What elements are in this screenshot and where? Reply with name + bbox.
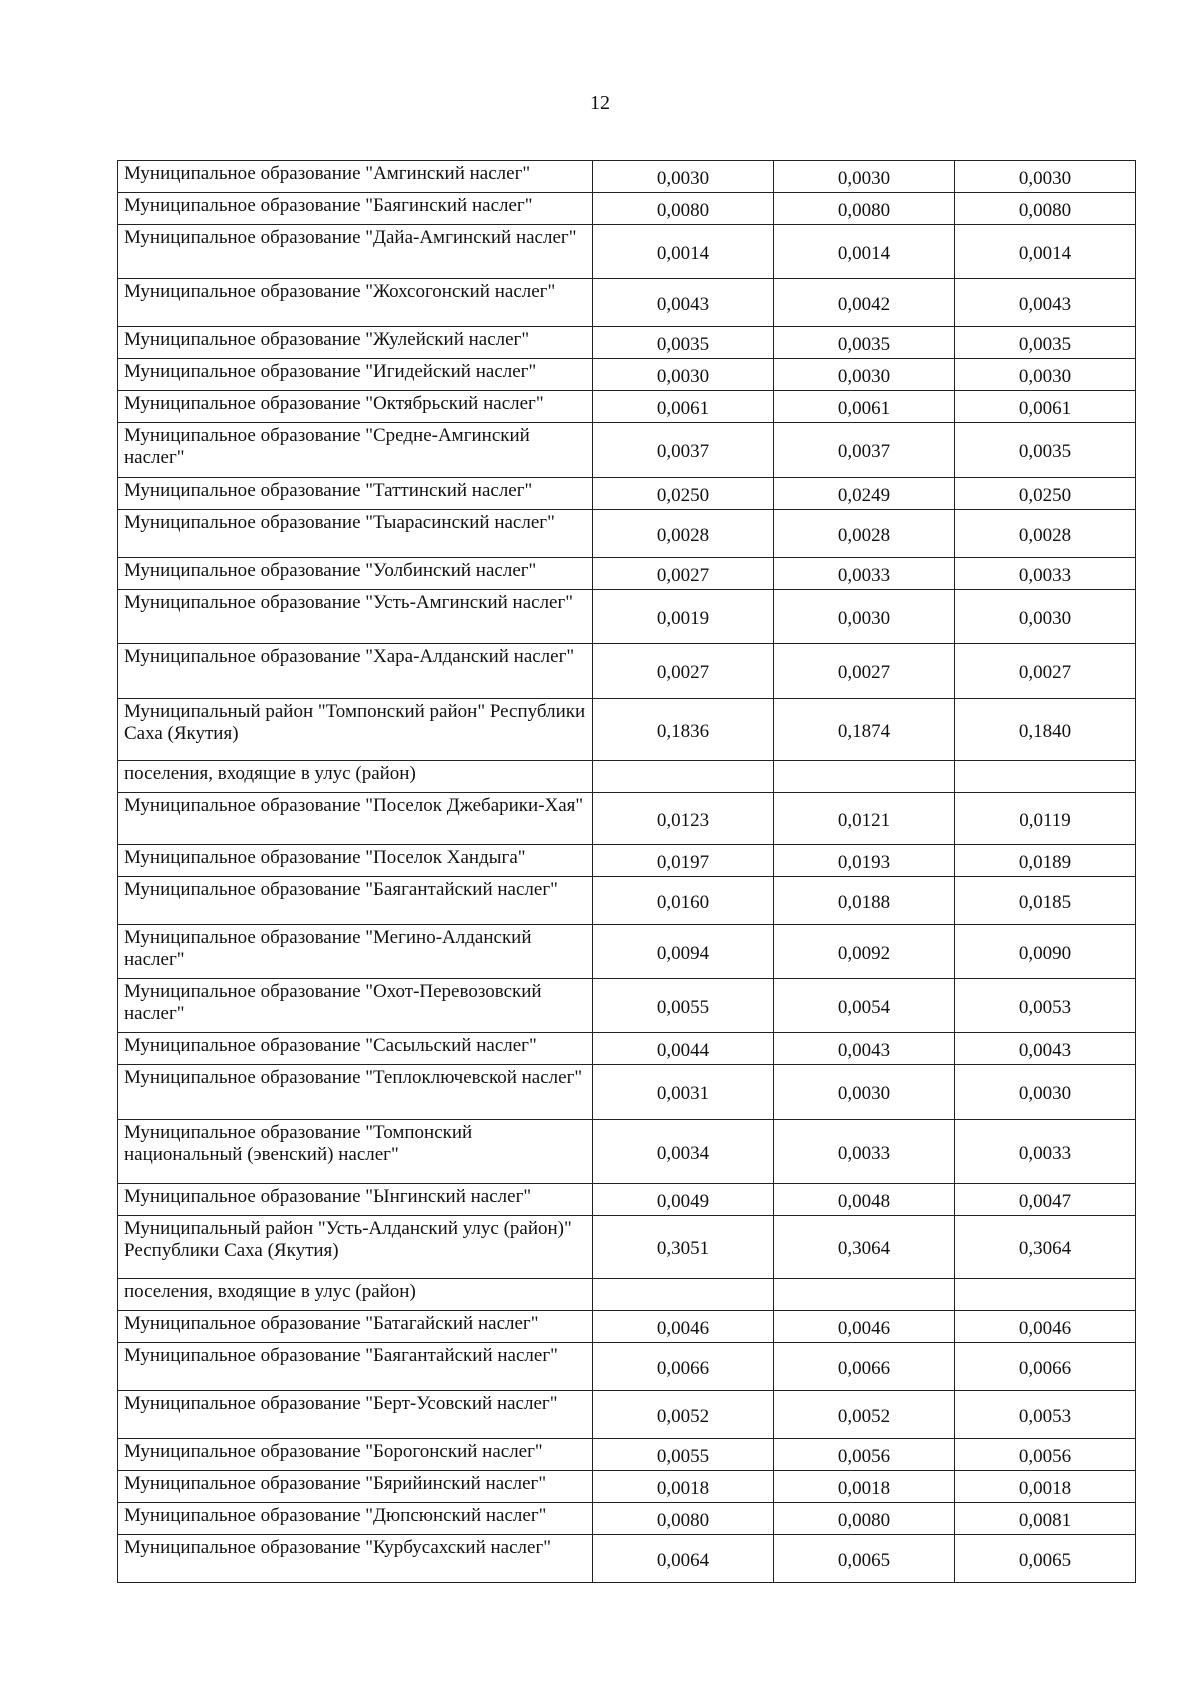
value-cell-1: 0,0080 bbox=[593, 193, 774, 225]
value-cell-2: 0,0188 bbox=[774, 877, 955, 925]
value-cell-1: 0,0064 bbox=[593, 1535, 774, 1583]
row-name-cell: Муниципальное образование "Мегино-Алданский наслег" bbox=[118, 925, 593, 979]
table-row bbox=[118, 1471, 1136, 1503]
value-cell-2: 0,0054 bbox=[774, 979, 955, 1033]
value-cell-1: 0,0043 bbox=[593, 279, 774, 327]
table-row bbox=[118, 1535, 1136, 1583]
value-cell-3: 0,0028 bbox=[955, 510, 1136, 558]
row-name-cell: Муниципальное образование "Поселок Хандыга" bbox=[118, 845, 593, 877]
value-cell-2: 0,0092 bbox=[774, 925, 955, 979]
value-cell-2: 0,0048 bbox=[774, 1184, 955, 1216]
value-cell-2: 0,0030 bbox=[774, 359, 955, 391]
value-cell-1: 0,0080 bbox=[593, 1503, 774, 1535]
row-name-cell: Муниципальное образование "Баягантайский наслег" bbox=[118, 877, 593, 925]
table-row bbox=[118, 845, 1136, 877]
value-cell-2: 0,0033 bbox=[774, 558, 955, 590]
table-row bbox=[118, 1439, 1136, 1471]
value-cell-2: 0,0030 bbox=[774, 1065, 955, 1120]
row-name-cell: поселения, входящие в улус (район) bbox=[118, 761, 593, 793]
value-cell-3: 0,0035 bbox=[955, 327, 1136, 359]
value-cell-3: 0,0080 bbox=[955, 193, 1136, 225]
value-cell-2: 0,0028 bbox=[774, 510, 955, 558]
value-cell-2: 0,0027 bbox=[774, 644, 955, 699]
value-cell-1: 0,0035 bbox=[593, 327, 774, 359]
row-name-cell: Муниципальный район "Усть-Алданский улус (район)" Республики Саха (Якутия) bbox=[118, 1216, 593, 1279]
row-name-cell: Муниципальное образование "Бярийинский наслег" bbox=[118, 1471, 593, 1503]
value-cell-3: 0,0053 bbox=[955, 1391, 1136, 1439]
value-cell-3: 0,0030 bbox=[955, 161, 1136, 193]
value-cell-1: 0,0019 bbox=[593, 590, 774, 644]
row-name-cell: Муниципальное образование "Курбусахский наслег" bbox=[118, 1535, 593, 1583]
value-cell-1: 0,0030 bbox=[593, 359, 774, 391]
table-row bbox=[118, 423, 1136, 478]
value-cell-1: 0,0031 bbox=[593, 1065, 774, 1120]
value-cell-3: 0,0030 bbox=[955, 1065, 1136, 1120]
value-cell-3: 0,0053 bbox=[955, 979, 1136, 1033]
row-name-cell: Муниципальное образование "Таттинский наслег" bbox=[118, 478, 593, 510]
value-cell-1: 0,0028 bbox=[593, 510, 774, 558]
row-name-cell: Муниципальное образование "Ынгинский наслег" bbox=[118, 1184, 593, 1216]
value-cell-2: 0,0037 bbox=[774, 423, 955, 478]
value-cell-1: 0,0055 bbox=[593, 979, 774, 1033]
value-cell-2: 0,0061 bbox=[774, 391, 955, 423]
table-row bbox=[118, 279, 1136, 327]
value-cell-2: 0,0249 bbox=[774, 478, 955, 510]
value-cell-2: 0,0121 bbox=[774, 793, 955, 845]
value-cell-1: 0,0052 bbox=[593, 1391, 774, 1439]
row-name-cell: Муниципальное образование "Сасыльский наслег" bbox=[118, 1033, 593, 1065]
value-cell-1: 0,0018 bbox=[593, 1471, 774, 1503]
row-name-cell: Муниципальное образование "Тыарасинский наслег" bbox=[118, 510, 593, 558]
row-name-cell: Муниципальное образование "Игидейский наслег" bbox=[118, 359, 593, 391]
page-number: 12 bbox=[590, 92, 610, 114]
value-cell-3: 0,0033 bbox=[955, 558, 1136, 590]
value-cell-3: 0,0065 bbox=[955, 1535, 1136, 1583]
row-name-cell: Муниципальное образование "Жохсогонский наслег" bbox=[118, 279, 593, 327]
table-body bbox=[118, 161, 1136, 1583]
table-row bbox=[118, 590, 1136, 644]
row-name-cell: Муниципальное образование "Баягантайский наслег" bbox=[118, 1343, 593, 1391]
value-cell-2: 0,1874 bbox=[774, 699, 955, 761]
row-name-cell: Муниципальное образование "Хара-Алданский наслег" bbox=[118, 644, 593, 699]
value-cell-2: 0,0030 bbox=[774, 161, 955, 193]
table-row bbox=[118, 1216, 1136, 1279]
table-row bbox=[118, 558, 1136, 590]
value-cell-3: 0,0033 bbox=[955, 1120, 1136, 1184]
value-cell-1: 0,0037 bbox=[593, 423, 774, 478]
table-row bbox=[118, 793, 1136, 845]
value-cell-1: 0,0030 bbox=[593, 161, 774, 193]
value-cell-3: 0,0119 bbox=[955, 793, 1136, 845]
table-row bbox=[118, 1343, 1136, 1391]
table-row bbox=[118, 925, 1136, 979]
value-cell-1: 0,3051 bbox=[593, 1216, 774, 1279]
value-cell-1: 0,0197 bbox=[593, 845, 774, 877]
value-cell-3: 0,1840 bbox=[955, 699, 1136, 761]
table-row bbox=[118, 225, 1136, 279]
row-name-cell: Муниципальное образование "Борогонский наслег" bbox=[118, 1439, 593, 1471]
row-name-cell: Муниципальное образование "Амгинский наслег" bbox=[118, 161, 593, 193]
table-row bbox=[118, 478, 1136, 510]
value-cell-3: 0,0061 bbox=[955, 391, 1136, 423]
value-cell-2: 0,0065 bbox=[774, 1535, 955, 1583]
row-name-cell: Муниципальное образование "Уолбинский наслег" bbox=[118, 558, 593, 590]
row-name-cell: Муниципальный район "Томпонский район" Республики Саха (Якутия) bbox=[118, 699, 593, 761]
value-cell-1: 0,1836 bbox=[593, 699, 774, 761]
table-row bbox=[118, 327, 1136, 359]
value-cell-1: 0,0061 bbox=[593, 391, 774, 423]
table-row bbox=[118, 644, 1136, 699]
row-name-cell: Муниципальное образование "Батагайский наслег" bbox=[118, 1311, 593, 1343]
value-cell-1: 0,0055 bbox=[593, 1439, 774, 1471]
value-cell-2: 0,0193 bbox=[774, 845, 955, 877]
value-cell-2: 0,0018 bbox=[774, 1471, 955, 1503]
table-row bbox=[118, 359, 1136, 391]
table-row bbox=[118, 699, 1136, 761]
table-row bbox=[118, 510, 1136, 558]
value-cell-1: 0,0027 bbox=[593, 558, 774, 590]
value-cell-3: 0,0066 bbox=[955, 1343, 1136, 1391]
table-row bbox=[118, 1391, 1136, 1439]
row-name-cell: поселения, входящие в улус (район) bbox=[118, 1279, 593, 1311]
row-name-cell: Муниципальное образование "Усть-Амгинский наслег" bbox=[118, 590, 593, 644]
value-cell-3: 0,0189 bbox=[955, 845, 1136, 877]
table-row bbox=[118, 877, 1136, 925]
table-row bbox=[118, 979, 1136, 1033]
value-cell-3: 0,0018 bbox=[955, 1471, 1136, 1503]
value-cell-2: 0,0033 bbox=[774, 1120, 955, 1184]
row-name-cell: Муниципальное образование "Берт-Усовский наслег" bbox=[118, 1391, 593, 1439]
value-cell-3: 0,0056 bbox=[955, 1439, 1136, 1471]
row-name-cell: Муниципальное образование "Томпонский национальный (эвенский) наслег" bbox=[118, 1120, 593, 1184]
value-cell-2: 0,0066 bbox=[774, 1343, 955, 1391]
value-cell-2: 0,0046 bbox=[774, 1311, 955, 1343]
value-cell-3: 0,0081 bbox=[955, 1503, 1136, 1535]
value-cell-1: 0,0034 bbox=[593, 1120, 774, 1184]
value-cell-3: 0,3064 bbox=[955, 1216, 1136, 1279]
value-cell-1 bbox=[593, 1279, 774, 1311]
table-row bbox=[118, 1120, 1136, 1184]
value-cell-3: 0,0035 bbox=[955, 423, 1136, 478]
value-cell-2 bbox=[774, 761, 955, 793]
value-cell-1: 0,0160 bbox=[593, 877, 774, 925]
value-cell-2: 0,0042 bbox=[774, 279, 955, 327]
row-name-cell: Муниципальное образование "Дайа-Амгинский наслег" bbox=[118, 225, 593, 279]
value-cell-1: 0,0094 bbox=[593, 925, 774, 979]
row-name-cell: Муниципальное образование "Теплоключевской наслег" bbox=[118, 1065, 593, 1120]
row-name-cell: Муниципальное образование "Охот-Перевозовский наслег" bbox=[118, 979, 593, 1033]
value-cell-2: 0,0014 bbox=[774, 225, 955, 279]
table-row bbox=[118, 1184, 1136, 1216]
row-name-cell: Муниципальное образование "Баягинский наслег" bbox=[118, 193, 593, 225]
value-cell-3: 0,0043 bbox=[955, 1033, 1136, 1065]
value-cell-3: 0,0043 bbox=[955, 279, 1136, 327]
table-row bbox=[118, 1279, 1136, 1311]
row-name-cell: Муниципальное образование "Средне-Амгинский наслег" bbox=[118, 423, 593, 478]
row-name-cell: Муниципальное образование "Октябрьский наслег" bbox=[118, 391, 593, 423]
value-cell-3 bbox=[955, 1279, 1136, 1311]
value-cell-3 bbox=[955, 761, 1136, 793]
value-cell-2: 0,0080 bbox=[774, 193, 955, 225]
value-cell-1: 0,0066 bbox=[593, 1343, 774, 1391]
value-cell-1: 0,0044 bbox=[593, 1033, 774, 1065]
table-row bbox=[118, 391, 1136, 423]
value-cell-1: 0,0049 bbox=[593, 1184, 774, 1216]
value-cell-1: 0,0027 bbox=[593, 644, 774, 699]
value-cell-3: 0,0030 bbox=[955, 590, 1136, 644]
value-cell-2: 0,0052 bbox=[774, 1391, 955, 1439]
value-cell-3: 0,0046 bbox=[955, 1311, 1136, 1343]
value-cell-1: 0,0250 bbox=[593, 478, 774, 510]
value-cell-3: 0,0014 bbox=[955, 225, 1136, 279]
row-name-cell: Муниципальное образование "Дюпсюнский наслег" bbox=[118, 1503, 593, 1535]
value-cell-2: 0,0035 bbox=[774, 327, 955, 359]
table-row bbox=[118, 761, 1136, 793]
value-cell-1: 0,0014 bbox=[593, 225, 774, 279]
value-cell-1: 0,0046 bbox=[593, 1311, 774, 1343]
value-cell-2: 0,3064 bbox=[774, 1216, 955, 1279]
value-cell-2: 0,0056 bbox=[774, 1439, 955, 1471]
table-row bbox=[118, 1033, 1136, 1065]
value-cell-3: 0,0185 bbox=[955, 877, 1136, 925]
value-cell-2: 0,0043 bbox=[774, 1033, 955, 1065]
value-cell-2 bbox=[774, 1279, 955, 1311]
value-cell-2: 0,0080 bbox=[774, 1503, 955, 1535]
table-row bbox=[118, 161, 1136, 193]
table-row bbox=[118, 1503, 1136, 1535]
value-cell-3: 0,0027 bbox=[955, 644, 1136, 699]
row-name-cell: Муниципальное образование "Жулейский наслег" bbox=[118, 327, 593, 359]
value-cell-3: 0,0090 bbox=[955, 925, 1136, 979]
value-cell-2: 0,0030 bbox=[774, 590, 955, 644]
value-cell-3: 0,0047 bbox=[955, 1184, 1136, 1216]
table-row bbox=[118, 193, 1136, 225]
row-name-cell: Муниципальное образование "Поселок Джебарики-Хая" bbox=[118, 793, 593, 845]
value-cell-3: 0,0250 bbox=[955, 478, 1136, 510]
table-row bbox=[118, 1065, 1136, 1120]
table-row bbox=[118, 1311, 1136, 1343]
value-cell-1: 0,0123 bbox=[593, 793, 774, 845]
data-table bbox=[117, 160, 1136, 1583]
value-cell-3: 0,0030 bbox=[955, 359, 1136, 391]
value-cell-1 bbox=[593, 761, 774, 793]
